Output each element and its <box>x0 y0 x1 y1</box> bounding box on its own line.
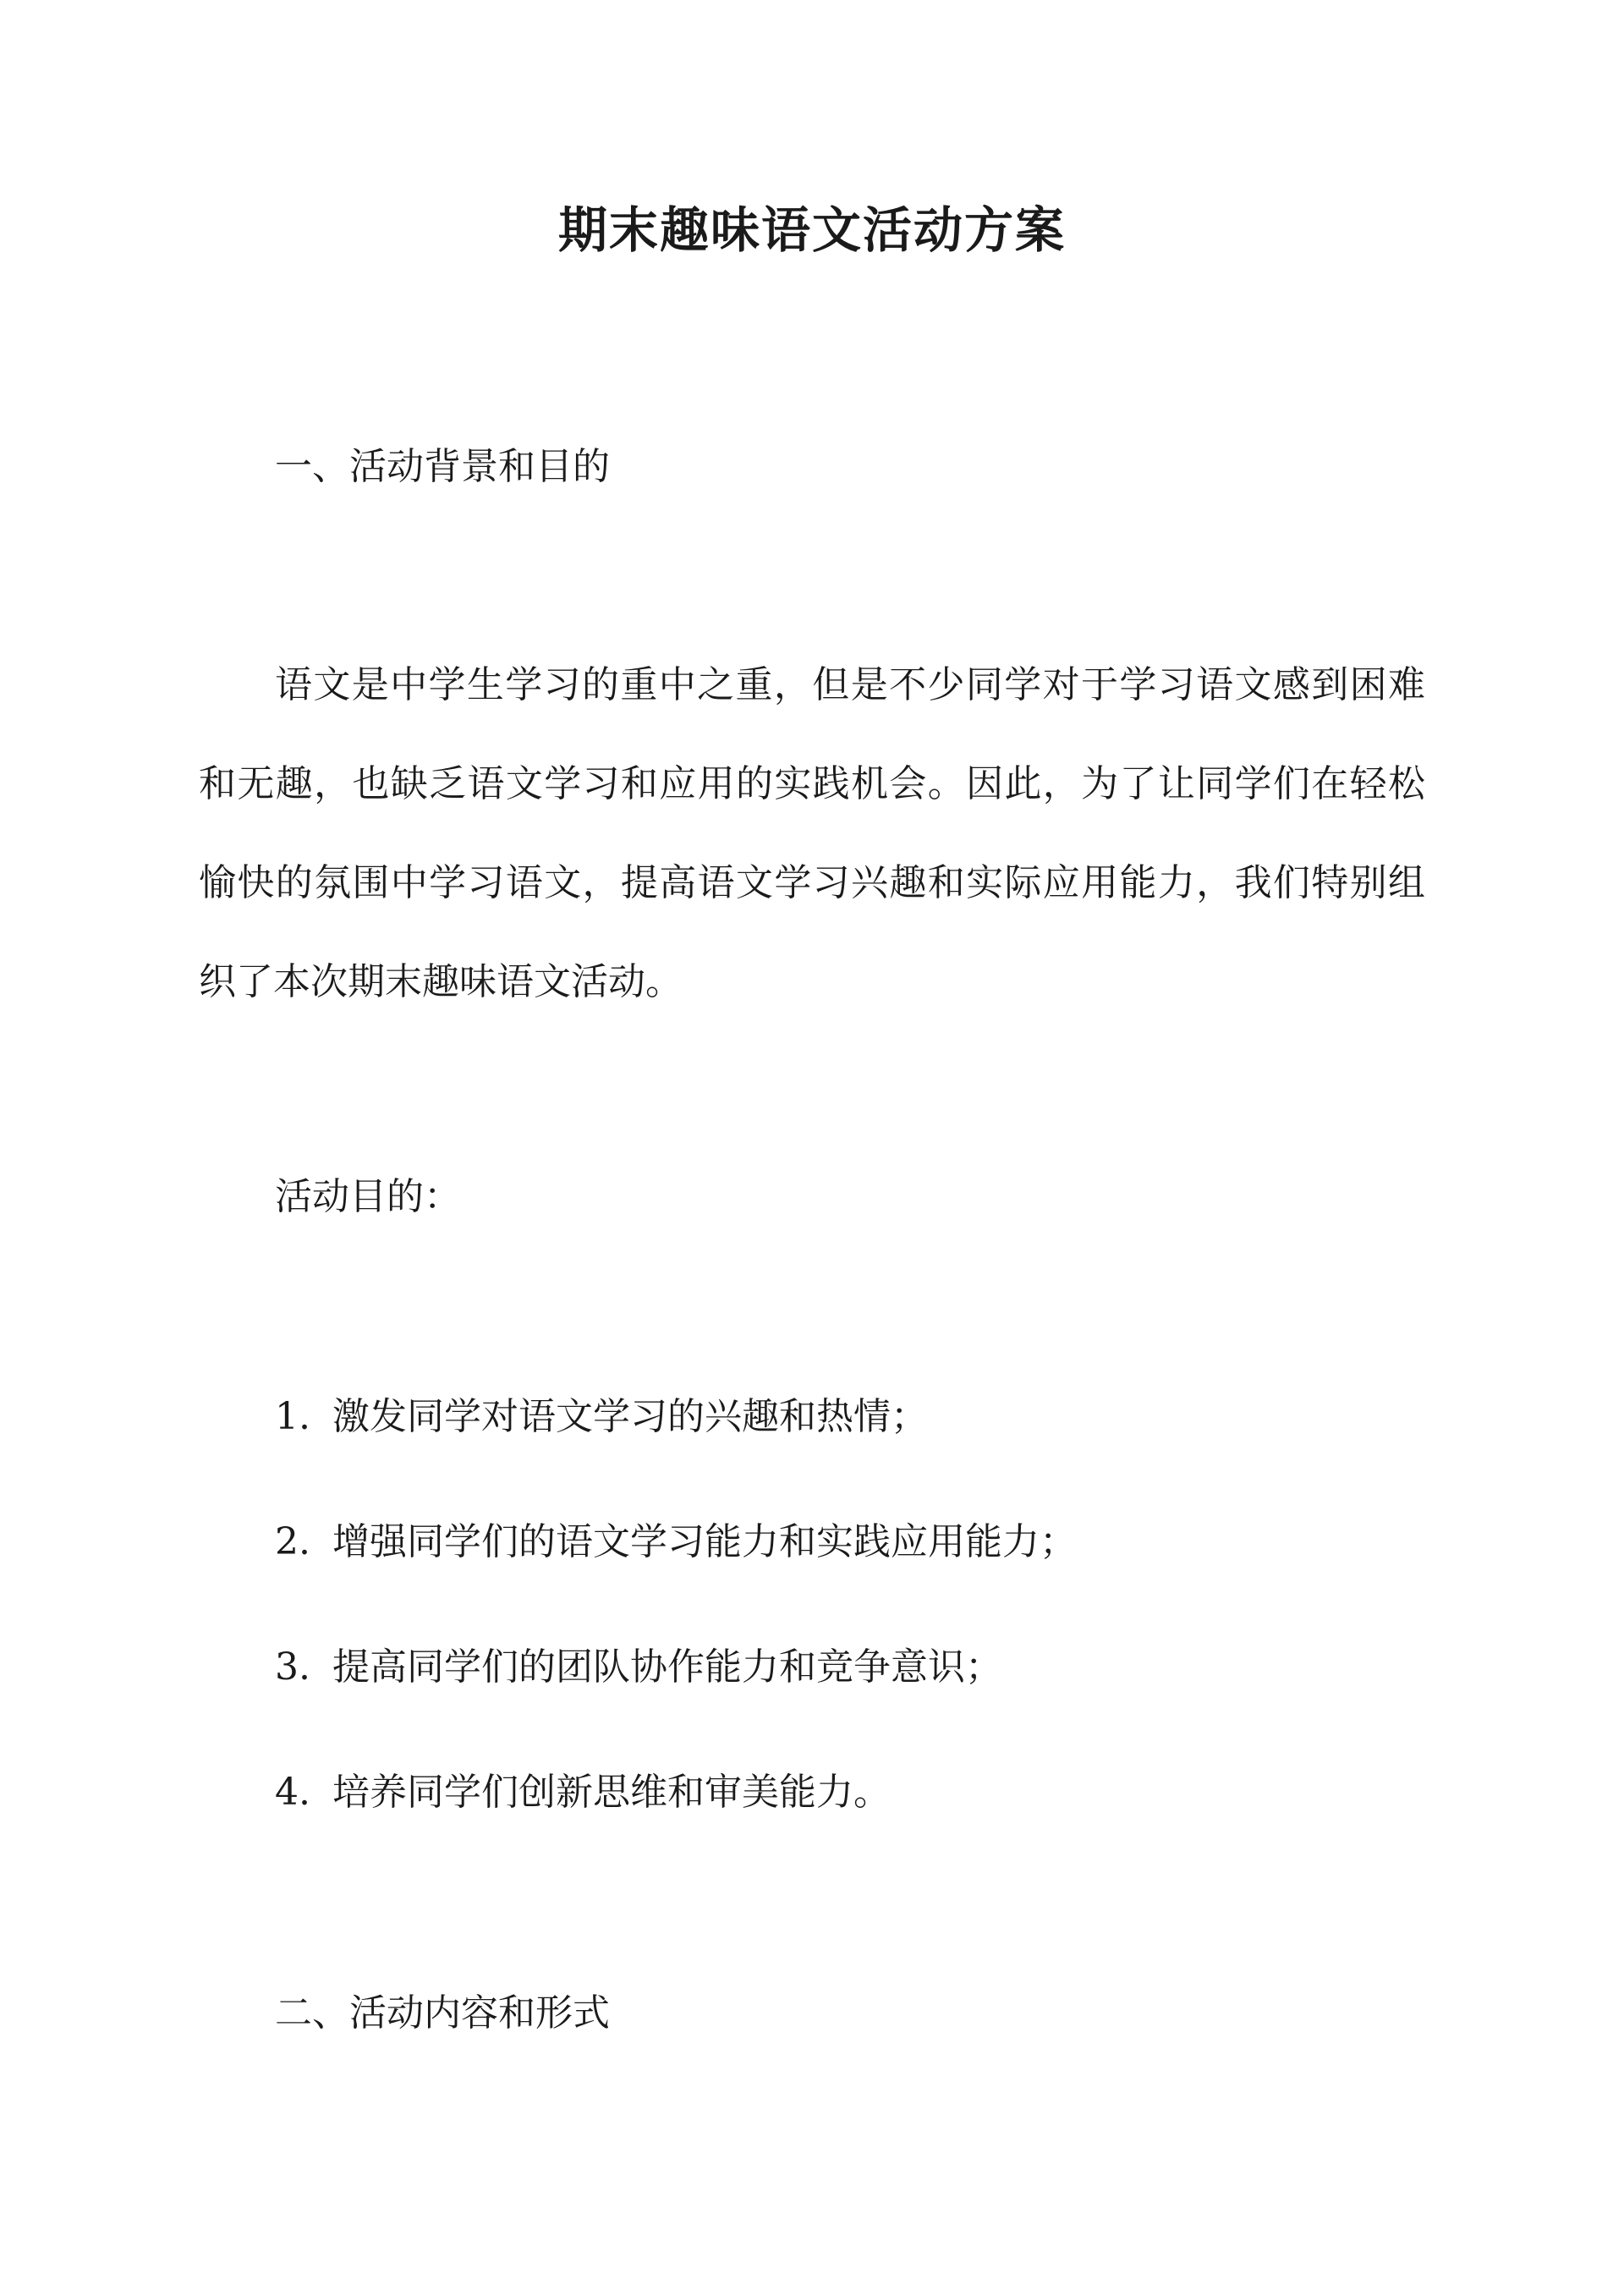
goal-text: 增强同学们的语文学习能力和实践应用能力； <box>332 1520 1077 1563</box>
goal-text: 培养同学们创新思维和审美能力。 <box>332 1771 891 1814</box>
goal-text: 提高同学们的团队协作能力和竞争意识； <box>332 1645 1002 1689</box>
section-heading-content: 二、活动内容和形式 <box>275 1991 610 2035</box>
goals-label: 活动目的： <box>275 1175 461 1218</box>
goal-text: 激发同学对语文学习的兴趣和热情； <box>332 1395 928 1438</box>
goal-item-1 <box>275 1392 928 1442</box>
document-title: 期末趣味语文活动方案 <box>557 201 1066 259</box>
goal-number: 1. <box>275 1395 310 1438</box>
goal-item-3 <box>275 1642 1002 1693</box>
section-heading-background: 一、活动背景和目的 <box>275 445 610 488</box>
goal-item-2 <box>275 1517 1077 1568</box>
goal-item-4 <box>275 1767 891 1818</box>
goal-number: 2. <box>275 1520 310 1563</box>
goal-number: 4. <box>275 1771 310 1814</box>
goal-number: 3. <box>275 1645 310 1689</box>
background-paragraph: 语文是中学生学习的重中之重，但是不少同学对于学习语文感到困难和无趣，也缺乏语文学习和应用的实践机会。因此，为了让同学们在轻松愉快的氛围中学习语文，提高语文学习兴趣和实际应用能力，我们特别组织了本次期末趣味语文活动。 <box>199 663 1425 1003</box>
